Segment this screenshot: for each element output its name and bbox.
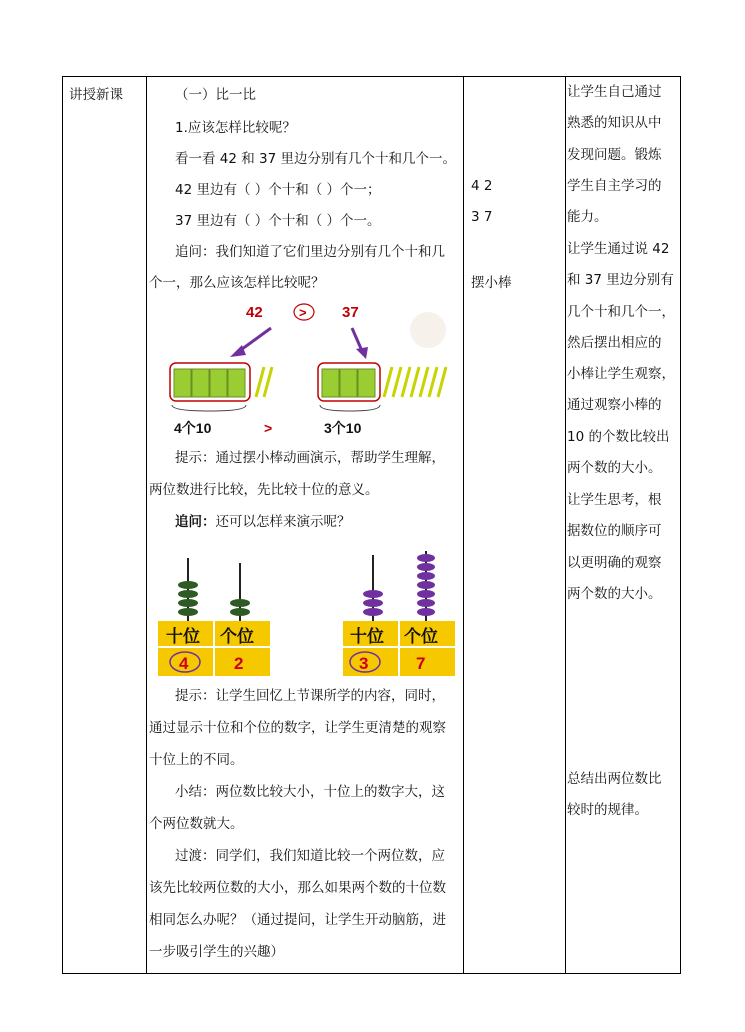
intent-line: 让学生自己通过 bbox=[567, 84, 662, 100]
single-stick bbox=[264, 367, 272, 397]
section-label: 讲授新课 bbox=[69, 87, 123, 103]
transition-line-2: 该先比较两位数的大小，那么如果两个数的十位数 bbox=[149, 880, 446, 896]
hint-2-line-1: 提示：让学生回忆上节课所学的内容，同时， bbox=[175, 688, 445, 704]
transition-line-3: 相同怎么办呢？（通过提问，让学生开动脑筋，进 bbox=[149, 912, 446, 928]
activity-row-2: 3 7 bbox=[471, 209, 493, 225]
right-bundles bbox=[322, 369, 375, 397]
activity-sticks: 摆小棒 bbox=[471, 275, 512, 291]
intent-line: 小棒让学生观察， bbox=[567, 366, 675, 383]
sticks-figure bbox=[158, 295, 463, 440]
column-divider bbox=[463, 77, 464, 973]
abacus-figure bbox=[158, 543, 463, 677]
hint-2-line-3: 十位上的不同。 bbox=[149, 752, 244, 768]
hint-1-line-1: 提示：通过摆小棒动画演示，帮助学生理解， bbox=[175, 450, 445, 466]
intent-line: 然后摆出相应的 bbox=[567, 334, 662, 351]
left-caption: 4个10 bbox=[174, 420, 212, 436]
intent-line: 发现问题。锻炼 bbox=[567, 146, 662, 163]
column-divider bbox=[565, 77, 566, 973]
intent-line: 总结出两位数比 bbox=[567, 771, 662, 787]
right-number: 37 bbox=[342, 304, 359, 321]
followup-line-1: 追问：我们知道了它们里边分别有几个十和几 bbox=[175, 244, 445, 260]
intent-line: 两个数的大小。 bbox=[567, 460, 662, 477]
hint-1-line-2: 两位数进行比较，先比较十位的意义。 bbox=[149, 482, 379, 498]
left-tens-label: 十位 bbox=[166, 627, 200, 647]
followup-2-label: 追问： bbox=[175, 514, 216, 530]
transition-line-4: 一步吸引学生的兴趣） bbox=[149, 944, 284, 960]
right-tens-value: 3 bbox=[359, 654, 369, 673]
intent-line: 10 的个数比较出 bbox=[567, 428, 670, 445]
intent-paragraph-4 bbox=[567, 764, 679, 827]
left-ones-value: 2 bbox=[234, 654, 244, 673]
right-tens-beads bbox=[363, 590, 383, 616]
right-tens-label: 十位 bbox=[350, 627, 384, 647]
intent-line: 几个十和几个一， bbox=[567, 303, 675, 320]
right-ones-value: 7 bbox=[416, 654, 426, 673]
intent-line: 通过观察小棒的 bbox=[567, 397, 662, 414]
intent-line: 学生自主学习的 bbox=[567, 177, 662, 194]
followup-2 bbox=[175, 510, 351, 530]
look-instruction: 看一看 42 和 37 里边分别有几个十和几个一。 bbox=[175, 151, 457, 167]
intent-line: 让学生通过说 42 bbox=[567, 241, 670, 257]
right-arrow bbox=[352, 328, 362, 351]
right-caption: 3个10 bbox=[324, 420, 362, 436]
left-tens-value: 4 bbox=[179, 654, 189, 673]
intent-line: 据数位的顺序可 bbox=[567, 523, 662, 540]
right-ones-label: 个位 bbox=[404, 627, 438, 647]
right-single-sticks bbox=[384, 367, 446, 397]
followup-2-text: 还可以怎样来演示呢？ bbox=[215, 514, 351, 530]
intent-line: 能力。 bbox=[567, 209, 608, 226]
intent-line: 较时的规律。 bbox=[567, 802, 648, 819]
right-arrow-head bbox=[356, 347, 368, 359]
left-brace bbox=[172, 405, 246, 411]
activity-row-1: 4 2 bbox=[471, 178, 493, 194]
followup-line-2: 个一，那么应该怎样比较呢？ bbox=[149, 275, 325, 291]
watermark-decoration bbox=[410, 312, 446, 348]
intent-line: 和 37 里边分别有 bbox=[567, 272, 674, 289]
compare-symbol: > bbox=[299, 305, 307, 320]
single-stick bbox=[256, 367, 264, 397]
transition-line-1: 过渡：同学们，我们知道比较一个两位数，应 bbox=[175, 848, 445, 864]
middle-symbol: > bbox=[264, 420, 273, 436]
column-divider bbox=[146, 77, 147, 973]
line-42: 42 里边有（ ）个十和（ ）个一； bbox=[175, 182, 381, 198]
intent-line: 两个数的大小。 bbox=[567, 585, 662, 602]
hint-2-line-2: 通过显示十位和个位的数字，让学生更清楚的观察 bbox=[149, 720, 446, 736]
left-bundles bbox=[174, 369, 245, 397]
summary-line-2: 个两位数就大。 bbox=[149, 816, 244, 832]
right-ones-beads bbox=[417, 554, 435, 616]
subtitle: （一）比一比 bbox=[175, 87, 256, 103]
intent-line: 熟悉的知识从中 bbox=[567, 115, 662, 132]
intent-line: 让学生思考，根 bbox=[567, 492, 662, 508]
left-number: 42 bbox=[246, 304, 263, 321]
intent-paragraph-3 bbox=[567, 485, 679, 610]
intent-paragraph-2 bbox=[567, 234, 679, 484]
line-37: 37 里边有（ ）个十和（ ）个一。 bbox=[175, 213, 381, 229]
intent-paragraph-1 bbox=[567, 77, 679, 233]
left-ones-label: 个位 bbox=[220, 627, 254, 647]
lesson-table bbox=[62, 76, 681, 974]
right-brace bbox=[320, 405, 380, 411]
summary-line-1: 小结：两位数比较大小，十位上的数字大，这 bbox=[175, 784, 445, 800]
intent-line: 以更明确的观察 bbox=[567, 554, 662, 571]
question-1: 1.应该怎样比较呢？ bbox=[175, 120, 296, 136]
